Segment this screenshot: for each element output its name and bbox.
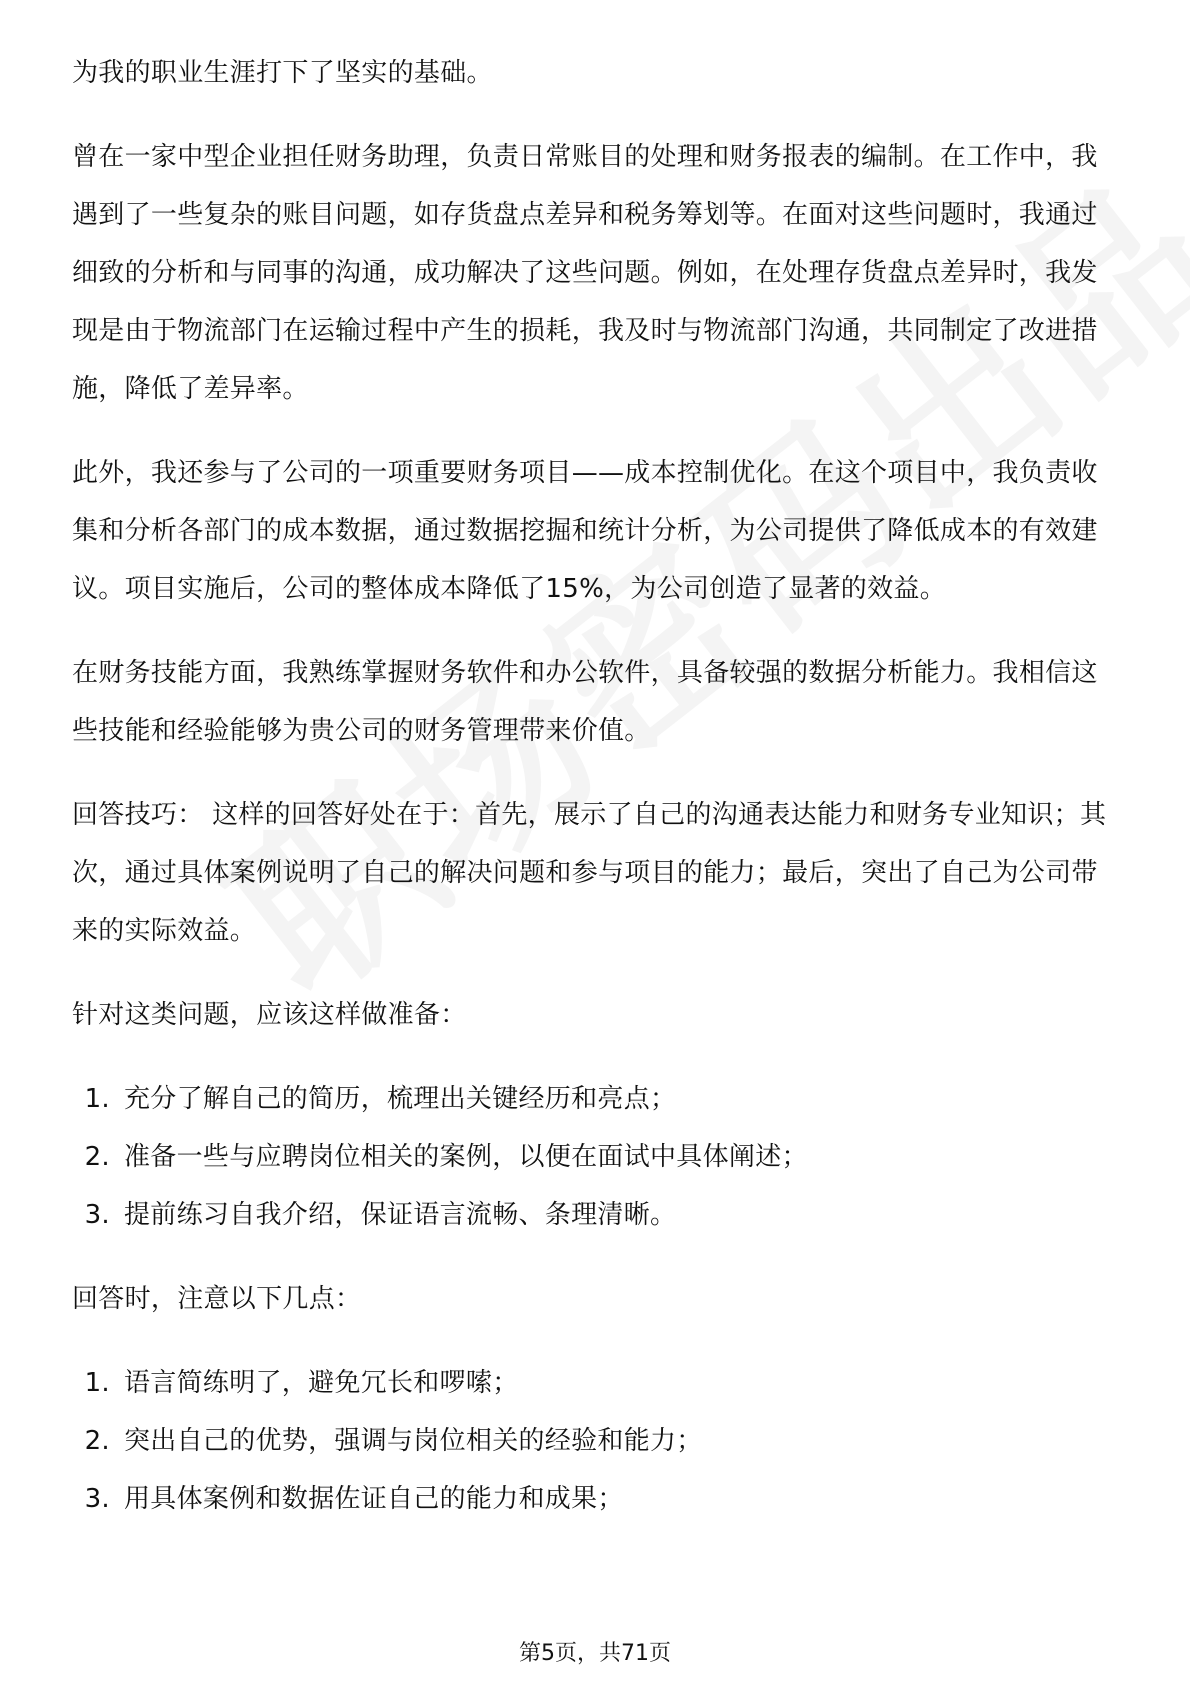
- page-content: [72, 44, 1122, 1554]
- list-item-text: 突出自己的优势，强调与岗位相关的经验和能力；: [124, 1426, 703, 1456]
- paragraph-skills: 在财务技能方面，我熟练掌握财务软件和办公软件，具备较强的数据分析能力。我相信这些技能和经验能够为贵公司的财务管理带来价值。: [72, 658, 1098, 746]
- list-item-number: 3.: [84, 1200, 110, 1230]
- list-item: [72, 1470, 1122, 1528]
- list-item-text: 语言简练明了，避免冗长和啰嗦；: [124, 1368, 519, 1398]
- paragraph-prep-heading: 针对这类问题，应该这样做准备：: [72, 1000, 467, 1030]
- paragraph-project: 此外，我还参与了公司的一项重要财务项目——成本控制优化。在这个项目中，我负责收集和分析各部门的成本数据，通过数据挖掘和统计分析，为公司提供了降低成本的有效建议。项目实施后，公司的整体成本降低了15%，为公司创造了显著的效益。: [72, 458, 1098, 604]
- list-item: [72, 1128, 1122, 1186]
- list-item: [72, 1412, 1122, 1470]
- paragraph-answer-tips: 回答技巧： 这样的回答好处在于：首先，展示了自己的沟通表达能力和财务专业知识；其次，通过具体案例说明了自己的解决问题和参与项目的能力；最后，突出了自己为公司带来的实际效益。: [72, 800, 1107, 946]
- list-item-text: 充分了解自己的简历，梳理出关键经历和亮点；: [124, 1084, 677, 1114]
- list-item-text: 提前练习自我介绍，保证语言流畅、条理清晰。: [124, 1200, 677, 1230]
- list-item-text: 用具体案例和数据佐证自己的能力和成果；: [124, 1484, 624, 1514]
- page-footer: 第5页，共71页: [519, 1641, 671, 1666]
- list-item-number: 2.: [84, 1142, 110, 1172]
- list-item-text: 准备一些与应聘岗位相关的案例，以便在面试中具体阐述；: [124, 1142, 808, 1172]
- paragraph-intro-continued: 为我的职业生涯打下了坚实的基础。: [72, 58, 493, 88]
- list-item-number: 1.: [84, 1084, 110, 1114]
- list-item-number: 3.: [84, 1484, 110, 1514]
- paragraph-answer-heading: 回答时，注意以下几点：: [72, 1284, 362, 1314]
- paragraph-experience: 曾在一家中型企业担任财务助理，负责日常账目的处理和财务报表的编制。在工作中，我遇到了一些复杂的账目问题，如存货盘点差异和税务筹划等。在面对这些问题时，我通过细致的分析和与同事的沟通，成功解决了这些问题。例如，在处理存货盘点差异时，我发现是由于物流部门在运输过程中产生的损耗，我及时与物流部门沟通，共同制定了改进措施，降低了差异率。: [72, 142, 1098, 404]
- list-item-number: 2.: [84, 1426, 110, 1456]
- list-item: [72, 1186, 1122, 1244]
- list-item: [72, 1070, 1122, 1128]
- answer-list: [72, 1354, 1122, 1528]
- list-item: [72, 1354, 1122, 1412]
- prep-list: [72, 1070, 1122, 1244]
- list-item-number: 1.: [84, 1368, 110, 1398]
